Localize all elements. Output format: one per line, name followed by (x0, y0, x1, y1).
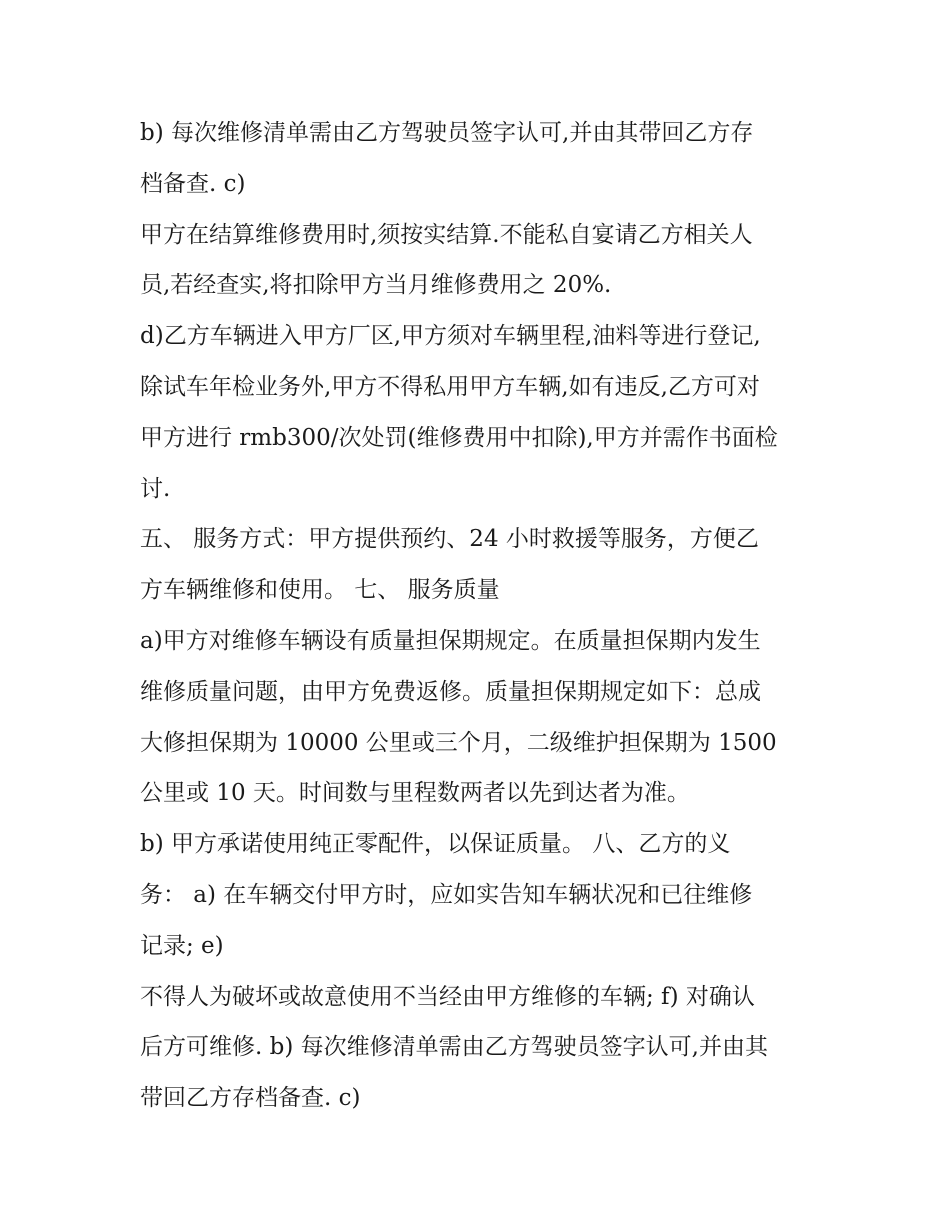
document-body (140, 108, 840, 1124)
text-line: 档备查. c) (140, 170, 246, 197)
text-line: 后方可维修. b) 每次维修清单需由乙方驾驶员签字认可,并由其 (140, 1034, 768, 1061)
text-line: a)甲方对维修车辆设有质量担保期规定。在质量担保期内发生 (140, 627, 761, 654)
text-line: b) 甲方承诺使用纯正零配件，以保证质量。 八、乙方的义 (140, 831, 731, 858)
text-line: 方车辆维修和使用。 七、 服务质量 (140, 577, 500, 604)
text-line: 公里或 10 天。时间数与里程数两者以先到达者为准。 (140, 780, 690, 807)
text-line: 记录; e) (140, 932, 224, 959)
text-line: 员,若经查实,将扣除甲方当月维修费用之 20%. (140, 272, 612, 299)
text-line: b) 每次维修清单需由乙方驾驶员签字认可,并由其带回乙方存 (140, 120, 754, 146)
text-line: 讨. (140, 475, 171, 502)
text-line: 带回乙方存档备查. c) (140, 1085, 361, 1112)
text-line: 务： a) 在车辆交付甲方时，应如实告知车辆状况和已往维修 (140, 881, 753, 908)
text-line: 五、 服务方式：甲方提供预约、24 小时救援等服务，方便乙 (140, 526, 759, 553)
text-line: d)乙方车辆进入甲方厂区,甲方须对车辆里程,油料等进行登记, (140, 323, 761, 350)
text-line: 不得人为破坏或故意使用不当经由甲方维修的车辆; f) 对确认 (140, 983, 755, 1010)
text-line: 维修质量问题，由甲方免费返修。质量担保期规定如下：总成 (140, 678, 761, 705)
text-line: 甲方在结算维修费用时,须按实结算.不能私自宴请乙方相关人 (140, 221, 753, 248)
text-line: 除试车年检业务外,甲方不得私用甲方车辆,如有违反,乙方可对 (140, 373, 760, 400)
text-line: 甲方进行 rmb300/次处罚(维修费用中扣除),甲方并需作书面检 (140, 424, 778, 451)
text-line: 大修担保期为 10000 公里或三个月，二级维护担保期为 1500 (140, 729, 777, 756)
